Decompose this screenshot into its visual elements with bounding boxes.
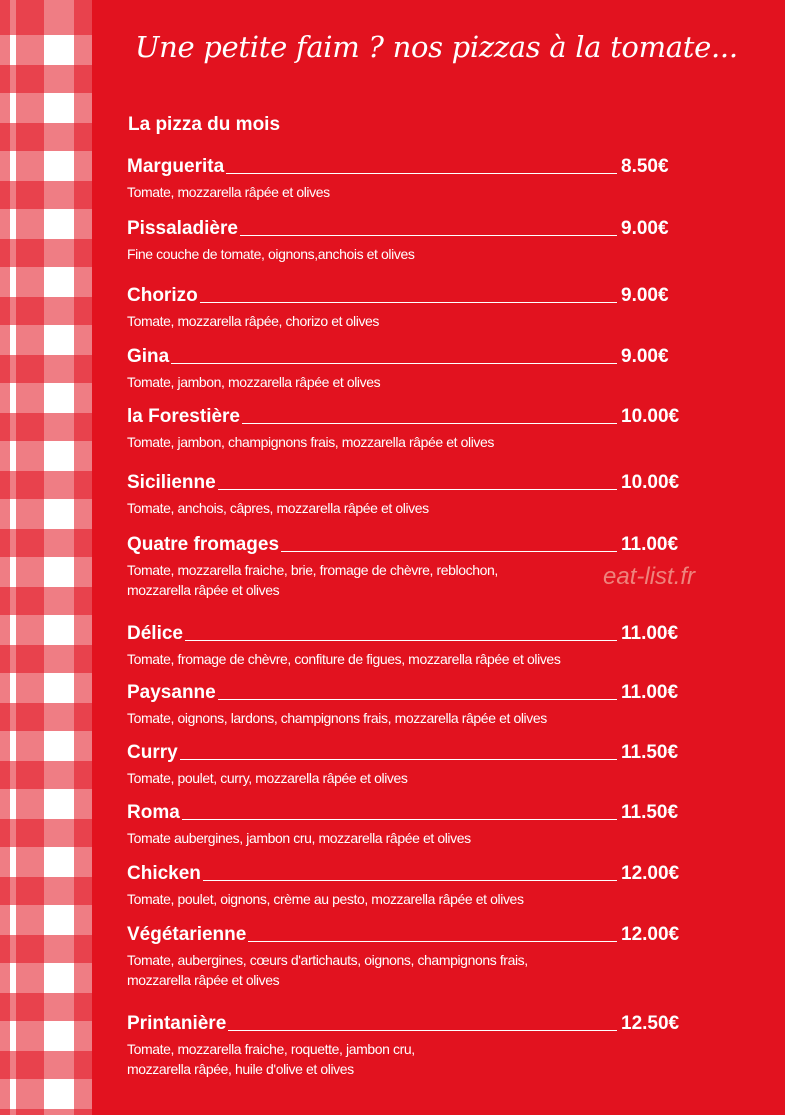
pizza-description: Tomate, mozzarella râpée et olives — [127, 184, 330, 200]
pizza-description: mozzarella râpée, huile d'olive et olives — [127, 1061, 354, 1077]
menu-item — [127, 152, 687, 202]
dotted-leader — [240, 235, 617, 236]
pizza-description: Tomate, poulet, oignons, crème au pesto, mozzarella râpée et olives — [127, 891, 524, 907]
menu-item — [127, 798, 687, 848]
pizza-description: Tomate, fromage de chèvre, confiture de figues, mozzarella râpée et olives — [127, 651, 561, 667]
menu-item-row — [127, 859, 687, 885]
menu-item-row — [127, 214, 687, 240]
pizza-name: Chicken — [127, 863, 201, 884]
pizza-description: mozzarella râpée et olives — [127, 582, 280, 598]
menu-item-row — [127, 1009, 687, 1035]
pizza-name: la Forestière — [127, 406, 240, 427]
pizza-name: Paysanne — [127, 682, 216, 703]
pizza-price: 11.00€ — [621, 623, 679, 644]
pizza-description: Tomate, anchois, câpres, mozzarella râpée et olives — [127, 500, 429, 516]
pizza-name: Végétarienne — [127, 924, 247, 945]
dotted-leader — [218, 699, 617, 700]
pizza-price: 8.50€ — [621, 156, 669, 177]
menu-item-row — [127, 152, 687, 178]
pizza-description: Tomate, aubergines, cœurs d'artichauts, oignons, champignons frais, — [127, 952, 528, 968]
dotted-leader — [281, 551, 617, 552]
pizza-name: Sicilienne — [127, 472, 216, 493]
pizza-price: 11.50€ — [621, 742, 679, 763]
menu-item — [127, 738, 687, 788]
dotted-leader — [228, 1030, 617, 1031]
menu-item — [127, 281, 687, 331]
menu-item — [127, 468, 687, 518]
watermark: eat-list.fr — [603, 563, 696, 590]
pizza-price: 10.00€ — [621, 472, 680, 493]
menu-item — [127, 920, 687, 990]
pizza-description: mozzarella râpée et olives — [127, 972, 280, 988]
menu-item — [127, 402, 687, 452]
pizza-price: 11.00€ — [621, 534, 679, 555]
pizza-name: Délice — [127, 623, 183, 644]
menu-item-row — [127, 920, 687, 946]
pizza-name: Roma — [127, 802, 180, 823]
menu-title: Une petite faim ? nos pizzas à la tomate... — [135, 30, 738, 64]
pizza-price: 12.00€ — [621, 863, 680, 884]
dotted-leader — [242, 423, 617, 424]
section-heading: La pizza du mois — [128, 114, 281, 135]
menu-item — [127, 859, 687, 909]
menu-item-row — [127, 738, 687, 764]
pizza-description: Tomate, oignons, lardons, champignons frais, mozzarella râpée et olives — [127, 710, 547, 726]
pizza-description: Fine couche de tomate, oignons,anchois et olives — [127, 246, 415, 262]
pizza-name: Printanière — [127, 1013, 227, 1034]
pizza-name: Chorizo — [127, 285, 198, 306]
pizza-price: 9.00€ — [621, 346, 669, 367]
pizza-name: Pissaladière — [127, 218, 238, 239]
pizza-price: 12.00€ — [621, 924, 680, 945]
pizza-name: Marguerita — [127, 156, 225, 177]
pizza-description: Tomate, poulet, curry, mozzarella râpée et olives — [127, 770, 408, 786]
pizza-price: 10.00€ — [621, 406, 680, 427]
menu-item-row — [127, 530, 687, 556]
pizza-description: Tomate, jambon, mozzarella râpée et olives — [127, 374, 381, 390]
pizza-price: 12.50€ — [621, 1013, 680, 1034]
dotted-leader — [171, 363, 617, 364]
menu-item-row — [127, 468, 687, 494]
pizza-description: Tomate, jambon, champignons frais, mozzarella râpée et olives — [127, 434, 495, 450]
pizza-name: Curry — [127, 742, 178, 763]
menu-item-row — [127, 342, 687, 368]
menu-item — [127, 1009, 687, 1079]
dotted-leader — [218, 489, 617, 490]
pizza-description: Tomate, mozzarella fraiche, brie, fromage de chèvre, reblochon, — [127, 562, 498, 578]
menu-item-row — [127, 619, 687, 645]
dotted-leader — [200, 302, 617, 303]
dotted-leader — [182, 819, 617, 820]
pizza-price: 9.00€ — [621, 285, 669, 306]
gingham-border — [0, 0, 92, 1115]
pizza-price: 11.00€ — [621, 682, 679, 703]
menu-item — [127, 342, 687, 392]
dotted-leader — [248, 941, 617, 942]
pizza-name: Quatre fromages — [127, 534, 280, 555]
menu-item-row — [127, 678, 687, 704]
menu-item — [127, 619, 687, 669]
dotted-leader — [203, 880, 617, 881]
menu-item-row — [127, 402, 687, 428]
pizza-name: Gina — [127, 346, 170, 367]
pizza-description: Tomate aubergines, jambon cru, mozzarella râpée et olives — [127, 830, 471, 846]
menu-item — [127, 678, 687, 728]
dotted-leader — [180, 759, 617, 760]
menu-item-row — [127, 798, 687, 824]
pizza-price: 9.00€ — [621, 218, 669, 239]
dotted-leader — [226, 173, 617, 174]
dotted-leader — [185, 640, 617, 641]
pizza-price: 11.50€ — [621, 802, 679, 823]
pizza-description: Tomate, mozzarella râpée, chorizo et olives — [127, 313, 380, 329]
menu-item — [127, 214, 687, 264]
pizza-description: Tomate, mozzarella fraiche, roquette, jambon cru, — [127, 1041, 415, 1057]
menu-item-row — [127, 281, 687, 307]
